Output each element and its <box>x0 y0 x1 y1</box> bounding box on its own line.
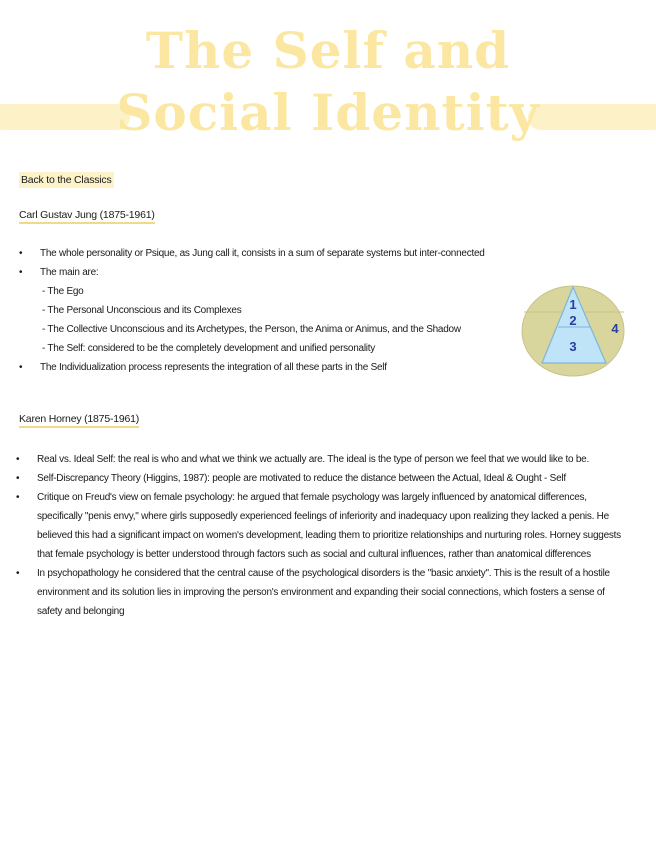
list-item-text: Real vs. Ideal Self: the real is who and what we think we actually are. The ideal is the type of person we feel that we would like to be. <box>37 454 589 465</box>
sub-list-item: - The Personal Unconscious and its Complexes <box>42 305 242 316</box>
page-title-line-2: Social Identity <box>116 83 540 142</box>
horney-bullet-list <box>16 450 629 621</box>
list-item-text: The main are: <box>40 267 99 278</box>
jung-sub-list <box>42 282 461 358</box>
bullet-marker: • <box>19 362 23 373</box>
list-item <box>16 450 629 469</box>
list-item <box>16 564 629 621</box>
list-item <box>19 263 530 282</box>
psyche-diagram <box>520 283 632 379</box>
jung-heading <box>19 208 155 222</box>
list-item-text: The Individualization process represents the integration of all these parts in the Self <box>40 362 387 373</box>
list-item <box>16 469 629 488</box>
jung-bullet-list-2 <box>19 358 530 377</box>
diagram-label-4: 4 <box>611 321 619 336</box>
list-item <box>19 358 530 377</box>
horney-heading <box>19 412 139 426</box>
list-item-text: Self-Discrepancy Theory (Higgins, 1987): people are motivated to reduce the distance between the Actual, Ideal & Ought - Self <box>37 473 566 484</box>
sub-list-item: - The Self: considered to be the completely development and unified personality <box>42 343 376 354</box>
section-label-back-to-classics: Back to the Classics <box>21 174 112 186</box>
list-item <box>16 488 629 564</box>
bullet-marker: • <box>16 473 20 484</box>
bullet-marker: • <box>19 248 23 259</box>
jung-heading-text: Carl Gustav Jung (1875-1961) <box>19 209 155 224</box>
bullet-marker: • <box>16 568 20 579</box>
sub-list-item: - The Collective Unconscious and its Archetypes, the Person, the Anima or Animus, and the Shadow <box>42 324 461 335</box>
list-item-text: In psychopathology he considered that the central cause of the psychological disorders is the "basic anxiety". This is the result of a hostile environment and its solution lies in improving the person's environment and expanding their social connections, which fosters a sense of safety and belonging <box>37 568 610 617</box>
list-item-text: The whole personality or Psique, as Jung call it, consists in a sum of separate systems but inter-connected <box>40 248 485 259</box>
diagram-label-2: 2 <box>569 313 577 328</box>
horney-heading-text: Karen Horney (1875-1961) <box>19 413 139 428</box>
bullet-marker: • <box>19 267 23 278</box>
sub-list-item: - The Ego <box>42 286 84 297</box>
jung-bullet-list <box>19 244 530 282</box>
page-title-line-1: The Self and <box>145 21 511 80</box>
bullet-marker: • <box>16 454 20 465</box>
bullet-marker: • <box>16 492 20 503</box>
list-item <box>19 244 530 263</box>
list-item-text: Critique on Freud's view on female psychology: he argued that female psychology was largely influenced by anatomical differences, specifically "penis envy," where girls supposedly experienced feelings of inferiority and inadequacy upon realizing they lacked a penis. He believed this had a significant impact on women's development, leading them to prioritize relationships and nurturing roles. Horney suggests that female psychology is better understood through factors such as social and cultural influences, rather than anatomical differences <box>37 492 621 560</box>
diagram-label-3: 3 <box>569 339 577 354</box>
diagram-label-1: 1 <box>569 297 577 312</box>
